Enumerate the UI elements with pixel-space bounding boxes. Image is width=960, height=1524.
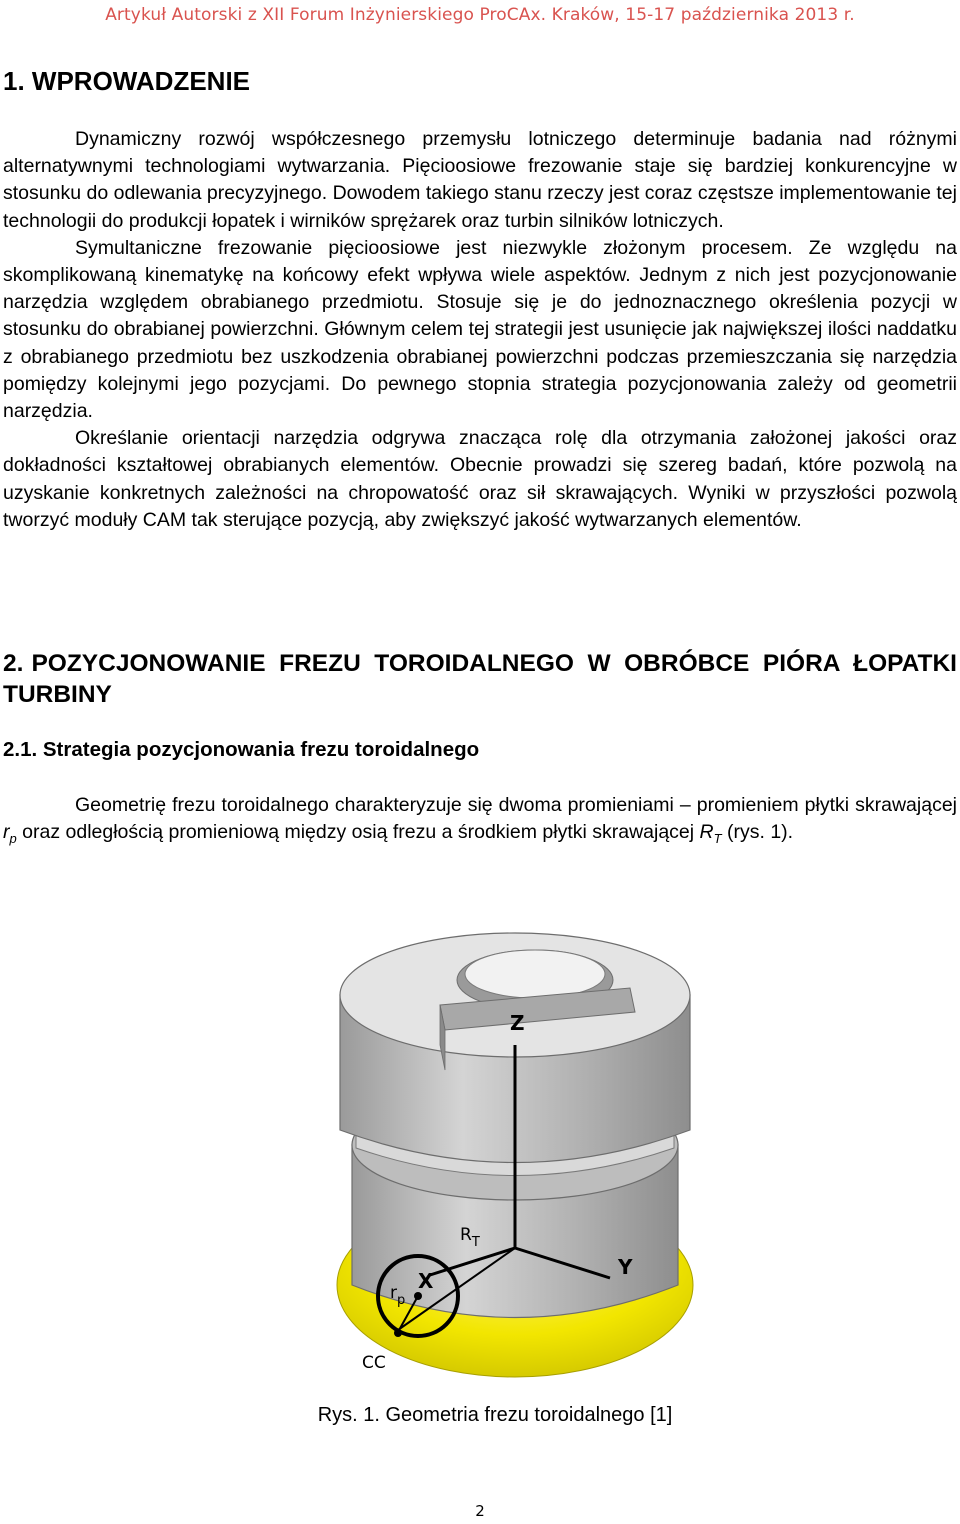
label-y: Y xyxy=(618,1255,633,1279)
label-rt: $R_T$ xyxy=(460,1225,480,1250)
section-2-title: POZYCJONOWANIE FREZU TOROIDALNEGO W OBRÓBCE PIÓRA ŁOPATKI TURBINY xyxy=(3,650,957,708)
subsection-2-1-heading: 2.1. Strategia pozycjonowania frezu toroidalnego xyxy=(3,738,480,761)
text: oraz odległością promieniową między osią frezu a środkiem płytki skrawającej xyxy=(16,821,700,844)
symbol-rt: $R_T$ xyxy=(699,821,722,847)
section-1-body xyxy=(3,126,957,534)
subsection-2-1-body xyxy=(3,792,957,852)
paragraph: Symultaniczne frezowanie pięcioosiowe jest niezwykle złożonym procesem. Ze względu na skomplikowaną kinematykę na końcowy efekt wpływa wiele aspektów. Jednym z nich jest pozycjonowanie narzędzia względem obrabianego przedmiotu. Stosuje się je do jednoznacznego określenia pozycji w stosunku do obrabianej powierzchni. Głównym celem tej strategii jest usunięcie jak największej ilości naddatku z obrabianego przedmiotu bez uszkodzenia obrabianej powierzchni podczas przemieszczania się narzędzia pomiędzy kolejnymi jego pozycjami. Do pewnego stopnia strategia pozycjonowania zależy od geometrii narzędzia. xyxy=(3,236,957,423)
paragraph: Określanie orientacji narzędzia odgrywa znacząca rolę dla otrzymania założonej jakości oraz dokładności kształtowej obrabianych elementów. Obecnie prowadzi się szereg badań, które pozwolą na uzyskanie konkretnych zależności na chropowatość oraz sił skrawających. Wyniki w przyszłości pozwolą tworzyć moduły CAM tak sterujące pozycją, aby zwiększyć jakość wytwarzanych elementów. xyxy=(3,427,957,531)
paragraph: Dynamiczny rozwój współczesnego przemysłu lotniczego determinuje badania nad różnymi alternatywnymi technologiami wytwarzania. Pięcioosiowe frezowanie staje się bardziej konkurencyjne w stosunku do odlewania precyzyjnego. Dowodem takiego stanu rzeczy jest coraz częstsze implementowanie tej technologii do produkcji łopatek i wirników sprężarek oraz turbin silników lotniczych. xyxy=(3,128,957,232)
page-number: 2 xyxy=(475,1502,485,1520)
running-header: Artykuł Autorski z XII Forum Inżynierskiego ProCAx. Kraków, 15-17 października 2013 r. xyxy=(105,5,855,25)
figure-caption: Rys. 1. Geometria frezu toroidalnego [1] xyxy=(317,1404,673,1426)
label-x: X xyxy=(418,1269,434,1293)
section-1-heading: 1. WPROWADZENIE xyxy=(3,66,251,96)
text: Geometrię frezu toroidalnego charakteryzuje się dwoma promieniami – promieniem płytki skrawającej xyxy=(75,794,957,816)
section-2-heading xyxy=(3,648,957,710)
contact-point xyxy=(394,1329,402,1337)
text: (rys. 1). xyxy=(721,821,794,844)
label-cc: CC xyxy=(362,1353,386,1373)
paragraph xyxy=(3,792,957,852)
figure-toroidal-cutter xyxy=(290,900,710,1390)
toroidal-cutter-illustration xyxy=(290,900,710,1390)
label-rp: $r_p$ xyxy=(390,1283,406,1308)
label-z: Z xyxy=(510,1011,525,1035)
section-2-number: 2. xyxy=(3,650,24,677)
symbol-rp: $r_p$ xyxy=(3,821,17,847)
